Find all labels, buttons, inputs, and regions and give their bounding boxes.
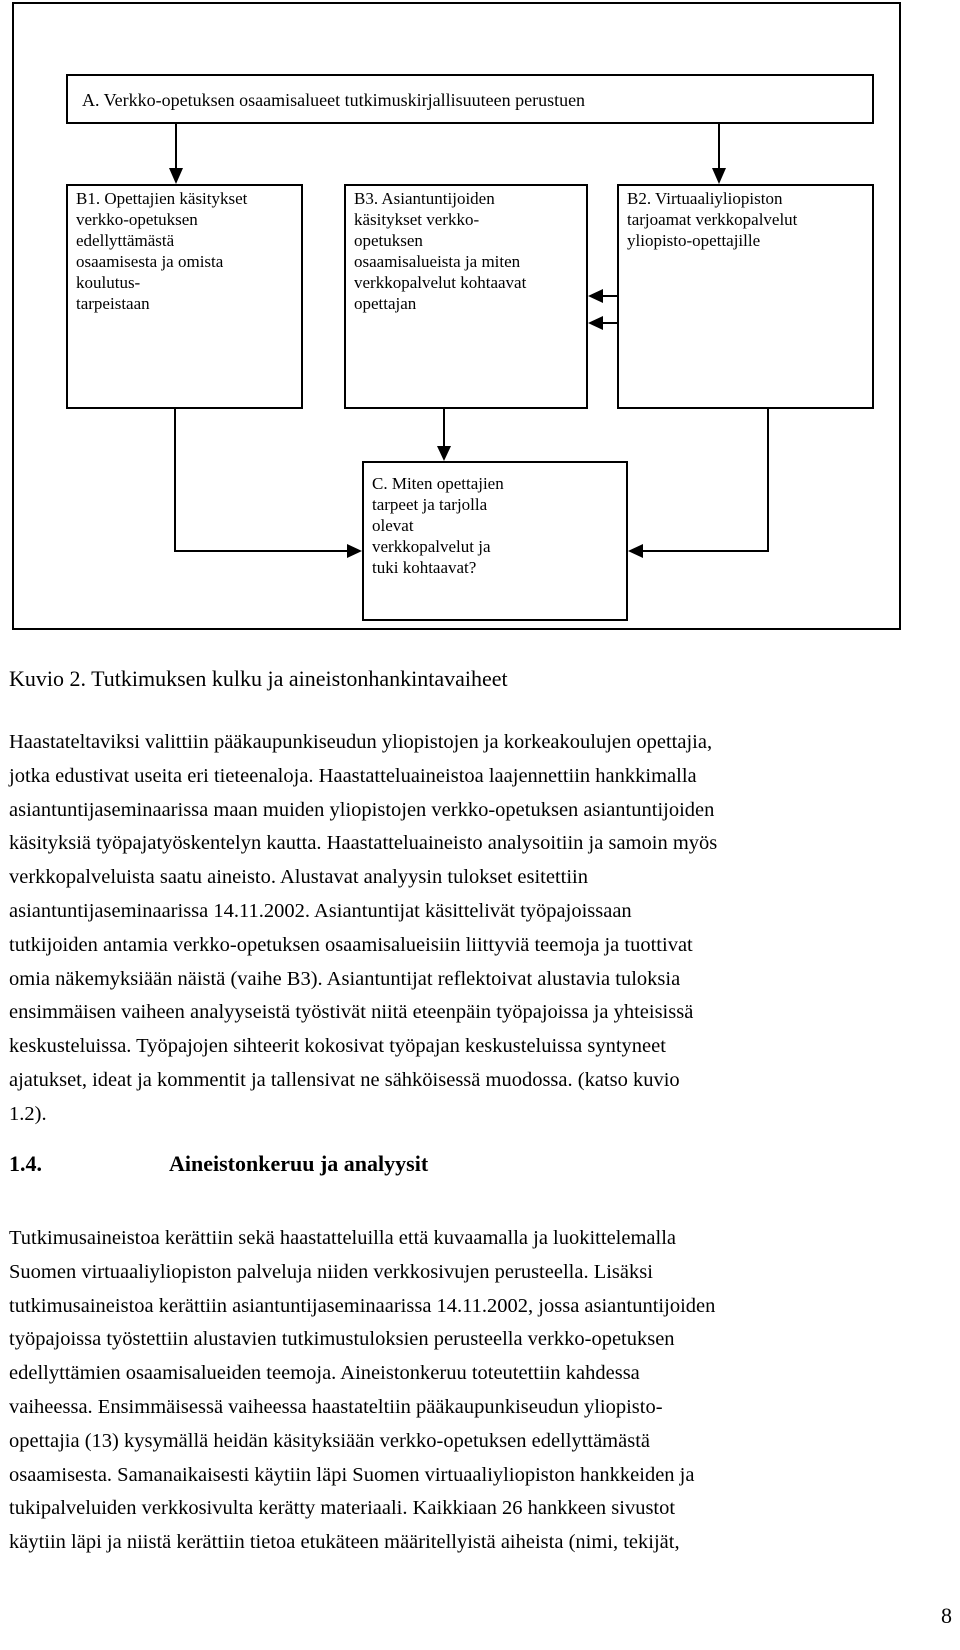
paragraph-line: työpajoissa työstettiin alustavien tutkimustuloksien perusteella verkko-opetuksen [9, 1328, 675, 1351]
figure-caption: Kuvio 2. Tutkimuksen kulku ja aineistonhankintavaiheet [9, 666, 508, 691]
paragraph-line: osaamisesta. Samanaikaisesti käytiin läpi Suomen virtuaaliyliopiston hankkeiden ja [9, 1463, 695, 1486]
paragraph-line: omia näkemyksiään näistä (vaihe B3). Asiantuntijat reflektoivat alustavia tuloksia [9, 967, 681, 990]
paragraph-line: Tutkimusaineistoa kerättiin sekä haastatteluilla että kuvaamalla ja luokittelemalla [9, 1227, 677, 1249]
box-b1: B1. Opettajien käsitykset verkko-opetuksen edellyttämästä osaamisesta ja omista koulutus- tarpeistaan [66, 184, 303, 409]
section-heading [9, 1150, 428, 1178]
paragraph-line: käsityksiä työpajatyöskentelyn kautta. Haastatteluaineisto analysoitiin ja samoin myös [9, 832, 718, 855]
paragraph-line: Haastateltaviksi valittiin pääkaupunkiseudun yliopistojen ja korkeakoulujen opettajia, [9, 731, 713, 753]
paragraph-line: käytiin läpi ja niistä kerättiin tietoa etukäteen määritellyistä aiheista (nimi, tekijät, [9, 1531, 680, 1554]
box-c: C. Miten opettajien tarpeet ja tarjolla olevat verkkopalvelut ja tuki kohtaavat? [362, 461, 628, 621]
paragraph-line: 1.2). [9, 1102, 47, 1125]
paragraph-line: edellyttämien osaamisalueiden teemoja. Aineistonkeruu toteutettiin kahdessa [9, 1362, 640, 1385]
paragraph-line: tutkimusaineistoa kerättiin asiantuntijaseminaarissa 14.11.2002, jossa asiantuntijoiden [9, 1294, 716, 1317]
paragraph-line: tukipalveluiden verkkosivulta kerätty materiaali. Kaikkiaan 26 hankkeen sivustot [9, 1497, 676, 1520]
paragraph-line: asiantuntijaseminaarissa 14.11.2002. Asiantuntijat käsittelivät työpajoissaan [9, 899, 632, 922]
paragraph-line: tutkijoiden antamia verkko-opetuksen osaamisalueisiin liittyviä teemoja ja tuottivat [9, 933, 693, 956]
paragraph-line: ajatukset, ideat ja kommentit ja tallensivat ne sähköisessä muodossa. (katso kuvio [9, 1068, 680, 1091]
paragraph-line: jotka edustivat useita eri tieteenaloja. Haastatteluaineistoa laajennettiin hankkimalla [9, 764, 697, 787]
paragraph-2 [9, 1222, 954, 1560]
section-number: 1.4. [9, 1151, 42, 1176]
box-b3: B3. Asiantuntijoiden käsitykset verkko- opetuksen osaamisalueista ja miten verkkopalvelut kohtaavat opettajan [344, 184, 588, 409]
paragraph-line: ensimmäisen vaiheen analyyseistä työstivät niitä eteenpäin työpajoissa ja yhteisissä [9, 1001, 694, 1024]
paragraph-line: keskusteluissa. Työpajojen sihteerit kokosivat työpajan keskusteluissa syntyneet [9, 1035, 666, 1058]
paragraph-line: vaiheessa. Ensimmäisessä vaiheessa haastateltiin pääkaupunkiseudun yliopisto- [9, 1395, 663, 1418]
box-a: A. Verkko-opetuksen osaamisalueet tutkimuskirjallisuuteen perustuen [66, 74, 874, 124]
section-title: Aineistonkeruu ja analyysit [169, 1151, 429, 1176]
paragraph-line: verkkopalveluista saatu aineisto. Alustavat analyysin tulokset esitettiin [9, 866, 589, 889]
page-number: 8 [941, 1603, 952, 1628]
paragraph-1 [9, 726, 954, 1132]
paragraph-line: Suomen virtuaaliyliopiston palveluja niiden verkkosivujen perusteella. Lisäksi [9, 1260, 653, 1283]
paragraph-line: asiantuntijaseminaarissa maan muiden yliopistojen verkko-opetuksen asiantuntijoiden [9, 798, 715, 821]
paragraph-line: opettajia (13) kysymällä heidän käsityksiään verkko-opetuksen edellyttämästä [9, 1429, 650, 1452]
box-b2: B2. Virtuaaliyliopiston tarjoamat verkkopalvelut yliopisto-opettajille [617, 184, 874, 409]
